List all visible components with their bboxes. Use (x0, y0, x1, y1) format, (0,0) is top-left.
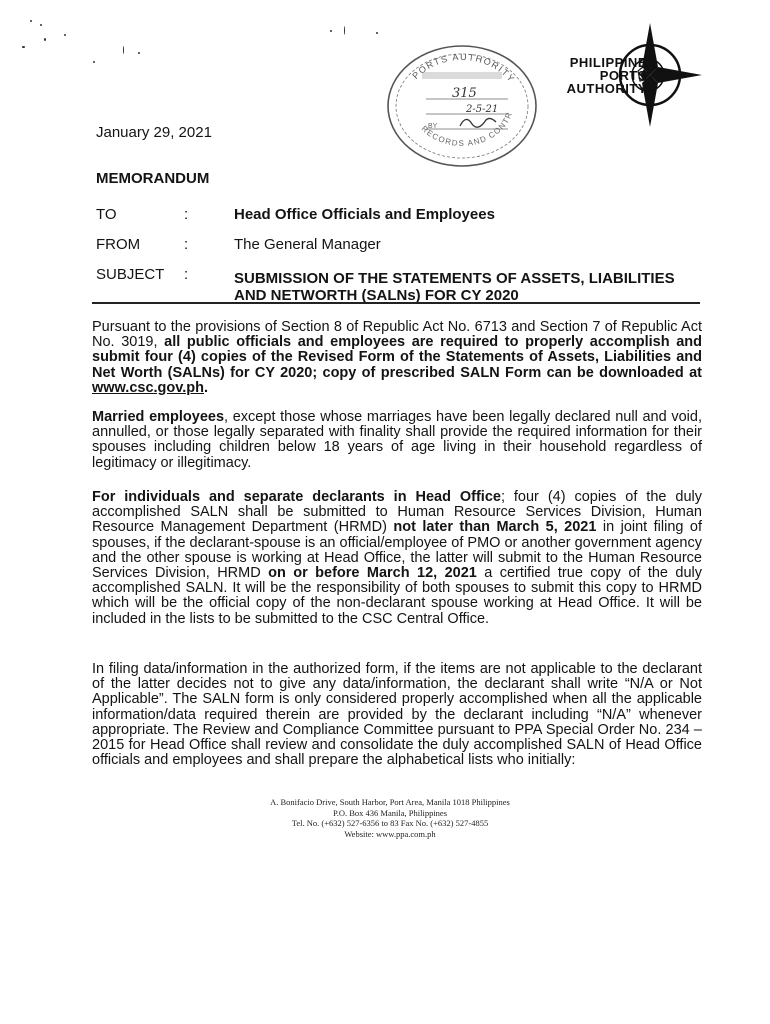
scan-speck (344, 26, 345, 35)
p1-bold: all public officials and employees are required to properly accomplish and submit four (4) copies of the Revised Form of the Statements of Assets, Liabilities and Net Worth (SALNs) for CY 2020; copy of prescribed SALN Form can be downloaded at (92, 334, 702, 381)
p3-deadline-1: not later than March 5, 2021 (393, 519, 597, 536)
p1-end: . (204, 379, 209, 396)
stamp-handwritten-number: 315 (452, 86, 477, 101)
to-colon: : (184, 206, 189, 223)
scan-speck (376, 32, 378, 34)
memo-title: MEMORANDUM (96, 170, 210, 187)
scan-speck (64, 34, 66, 36)
from-label: FROM (96, 236, 141, 253)
scan-speck (138, 52, 140, 54)
to-value: Head Office Officials and Employees (234, 206, 495, 223)
org-name (567, 56, 647, 95)
p3-bold-heading: For individuals and separate declarants in Head Office (92, 489, 501, 505)
paragraph-1 (92, 320, 702, 396)
org-name-line-2: PORTS (599, 68, 647, 83)
memo-date: January 29, 2021 (96, 124, 212, 141)
letterhead-footer (200, 797, 580, 839)
org-name-line-1: PHILIPPINE (569, 55, 647, 70)
scan-speck (40, 24, 42, 26)
p1-text: Pursuant to the provisions of Section 8 of Republic Act No. 6713 and Section 7 of Republic Act No. 3019, (92, 319, 702, 351)
csc-website-link[interactable]: www.csc.gov.ph (92, 379, 204, 396)
stamp-bottom-text: RECORDS AND CONTR (419, 110, 515, 148)
subject-value: SUBMISSION OF THE STATEMENTS OF ASSETS, LIABILITIES AND NETWORTH (SALNs) FOR CY 2020 (234, 270, 675, 304)
p2-bold: Married employees (92, 409, 225, 425)
from-value: The General Manager (234, 236, 381, 253)
org-name-line-3: AUTHORITY (566, 81, 647, 96)
scan-speck (123, 46, 124, 54)
scan-speck (44, 38, 46, 41)
svg-text:PORTS AUTHORITY (410, 52, 517, 85)
received-stamp (382, 44, 542, 174)
p3-text-2: in joint filing of spouses, if the declarant-spouse is an official/employee of PMO or another government agency and the other spouse is working at Head Office, the latter will submit to the Human Resource Services Division, HRMD (92, 519, 702, 582)
from-colon: : (184, 236, 189, 253)
scan-speck (93, 61, 95, 63)
stamp-by-label: BY (428, 123, 438, 130)
ppa-logo (532, 20, 707, 130)
handwritten-initials (460, 118, 496, 127)
scan-speck (30, 20, 32, 22)
footer-po-box: P.O. Box 436 Manila, Philippines (332, 807, 448, 818)
stamp-top-text: PORTS AUTHORITY (410, 51, 518, 85)
footer-website: Website: www.ppa.com.ph (344, 828, 436, 839)
stamp-handwritten-date: 2-5-21 (466, 104, 499, 115)
subject-label: SUBJECT (96, 266, 165, 283)
paragraph-3 (92, 490, 702, 627)
p3-deadline-2: on or before March 12, 2021 (268, 565, 477, 582)
p2-text: , except those whose marriages have been legally declared null and void, annulled, or those legally separated with finality shall provide the required information for their spouses including children below 18 years of age living in their household regardless of legitimacy or illegitimacy. (92, 409, 702, 471)
p4-text: In filing data/information in the authorized form, if the items are not applicable to the declarant of the latter decides not to give any data/information, the declarant shall write “N/A or Not Applicable”. The SALN form is only considered properly accomplished when all the applicable information/data required therein are provided by the declarant including “N/A” whenever appropriate. The Review and Compliance Committee pursuant to PPA Special Order No. 234 – 2015 for Head Office shall review and consolidate the duly accomplished SALN of Head Office officials and employees and shall prepare the alphabetical lists who initially: (92, 661, 702, 769)
footer-address: A. Bonifacio Drive, South Harbor, Port Area, Manila 1018 Philippines (270, 797, 510, 807)
p3-text-1: ; four (4) copies of the duly accomplished SALN shall be submitted to Human Resource Services Division, Human Resource Management Department (HRMD) (92, 489, 702, 536)
to-label: TO (96, 206, 117, 223)
footer-phone: Tel. No. (+632) 527-6356 to 83 Fax No. (+632) 527-4855 (291, 818, 489, 828)
scan-speck (22, 46, 25, 48)
scan-speck (330, 30, 332, 32)
p3-text-3: a certified true copy of the duly accomplished SALN. It will be the responsibility of both spouses to submit this copy to HRMD which will be the official copy of the non-declarant spouse working at Head Office. It will be included in the lists to be submitted to the CSC Central Office. (92, 565, 702, 627)
subject-colon: : (184, 266, 189, 283)
paragraph-4 (92, 662, 702, 768)
header-divider (92, 302, 700, 304)
paragraph-2 (92, 410, 702, 471)
